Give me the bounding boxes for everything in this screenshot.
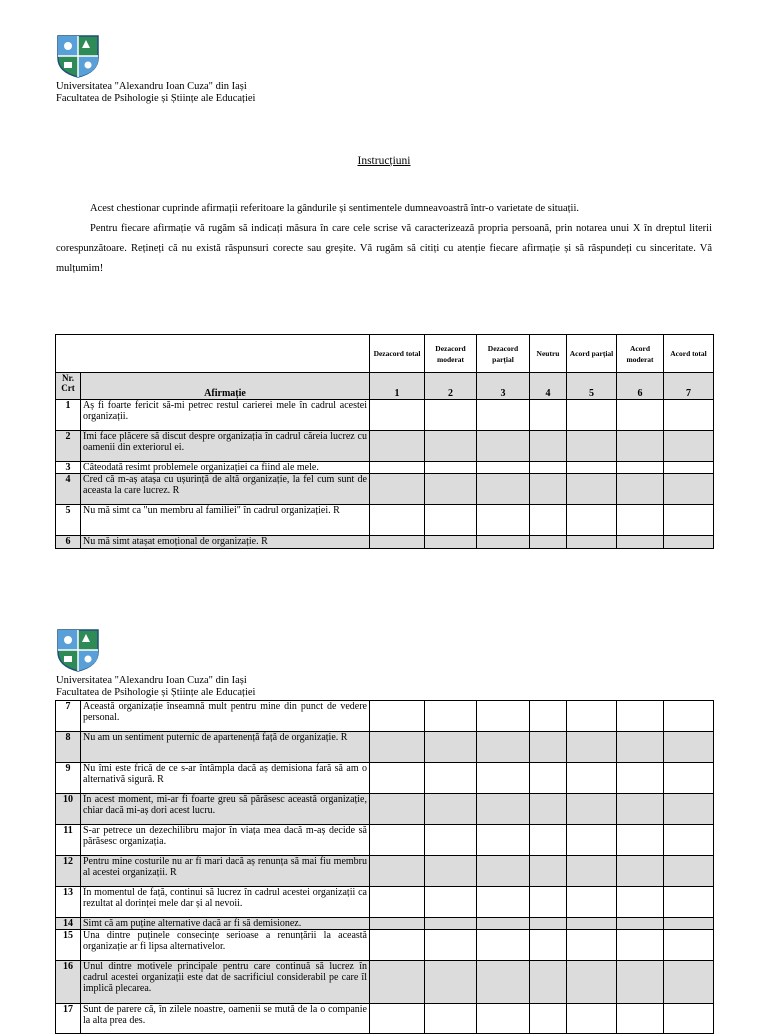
- answer-cell[interactable]: [370, 701, 425, 732]
- item-statement: În acest moment, mi-ar fi foarte greu să părăsesc această organizație, chiar dacă mi-aș dori acest lucru.: [81, 794, 370, 825]
- answer-cell[interactable]: [530, 732, 567, 763]
- answer-cell[interactable]: [530, 474, 567, 505]
- answer-cell[interactable]: [370, 918, 425, 930]
- item-number: 12: [56, 856, 81, 887]
- scale-number: 6: [617, 373, 664, 400]
- scale-header-row: [56, 335, 714, 373]
- answer-cell[interactable]: [617, 431, 664, 462]
- table-row: [56, 701, 714, 732]
- answer-cell[interactable]: [567, 431, 617, 462]
- table-row: [56, 961, 714, 1004]
- item-statement: Îmi face plăcere să discut despre organizația în cadrul căreia lucrez cu oamenii din exteriorul ei.: [81, 431, 370, 462]
- answer-cell[interactable]: [477, 462, 530, 474]
- answer-cell[interactable]: [425, 474, 477, 505]
- answer-cell[interactable]: [567, 887, 617, 918]
- answer-cell[interactable]: [617, 856, 664, 887]
- item-number: 5: [56, 505, 81, 536]
- answer-cell[interactable]: [370, 474, 425, 505]
- table-row: [56, 474, 714, 505]
- answer-cell[interactable]: [530, 1004, 567, 1034]
- answer-cell[interactable]: [370, 462, 425, 474]
- answer-cell[interactable]: [370, 431, 425, 462]
- statement-header: Afirmație: [81, 373, 370, 400]
- answer-cell[interactable]: [664, 400, 714, 431]
- item-statement: Simt că am puține alternative dacă ar fi să demisionez.: [81, 918, 370, 930]
- answer-cell[interactable]: [425, 505, 477, 536]
- item-number: 17: [56, 1004, 81, 1034]
- table-row: [56, 431, 714, 462]
- answer-cell[interactable]: [530, 856, 567, 887]
- table-row: [56, 400, 714, 431]
- answer-cell[interactable]: [477, 1004, 530, 1034]
- answer-cell[interactable]: [617, 701, 664, 732]
- table-row: [56, 763, 714, 794]
- answer-cell[interactable]: [425, 536, 477, 549]
- institution-header: [56, 675, 255, 699]
- table-row: [56, 918, 714, 930]
- answer-cell[interactable]: [530, 536, 567, 549]
- answer-cell[interactable]: [664, 887, 714, 918]
- university-logo: [56, 628, 100, 672]
- scale-number: 7: [664, 373, 714, 400]
- page-title: Instrucțiuni: [357, 155, 411, 167]
- scale-number: 2: [425, 373, 477, 400]
- table-row: [56, 856, 714, 887]
- answer-cell[interactable]: [370, 536, 425, 549]
- item-number: 6: [56, 536, 81, 549]
- answer-cell[interactable]: [425, 732, 477, 763]
- item-number: 14: [56, 918, 81, 930]
- faculty-name: Facultatea de Psihologie și Științe ale Educației: [56, 93, 256, 104]
- answer-cell[interactable]: [567, 930, 617, 961]
- answer-cell[interactable]: [530, 505, 567, 536]
- answer-cell[interactable]: [664, 701, 714, 732]
- answer-cell[interactable]: [530, 887, 567, 918]
- item-statement: Unul dintre motivele principale pentru care continuă să lucrez în cadrul acestei organizații este dat de sacrificiul considerabil pe care îl implică plecarea.: [81, 961, 370, 1004]
- university-name: Universitatea "Alexandru Ioan Cuza" din Iași: [56, 81, 247, 92]
- scale-number: 3: [477, 373, 530, 400]
- answer-cell[interactable]: [477, 536, 530, 549]
- item-number: 4: [56, 474, 81, 505]
- item-statement: Nu mă simt atașat emoțional de organizație. R: [81, 536, 370, 549]
- institution-header: [56, 81, 255, 105]
- answer-cell[interactable]: [425, 961, 477, 1004]
- scale-label: Neutru: [530, 335, 567, 373]
- answer-cell[interactable]: [425, 701, 477, 732]
- answer-cell[interactable]: [664, 462, 714, 474]
- answer-cell[interactable]: [425, 825, 477, 856]
- answer-cell[interactable]: [567, 400, 617, 431]
- answer-cell[interactable]: [530, 825, 567, 856]
- answer-cell[interactable]: [477, 887, 530, 918]
- answer-cell[interactable]: [567, 1004, 617, 1034]
- item-statement: S-ar petrece un dezechilibru major în viața mea dacă m-aș decide să părăsesc organizația.: [81, 825, 370, 856]
- answer-cell[interactable]: [477, 431, 530, 462]
- answer-cell[interactable]: [664, 825, 714, 856]
- answer-cell[interactable]: [664, 961, 714, 1004]
- item-number: 10: [56, 794, 81, 825]
- answer-cell[interactable]: [664, 918, 714, 930]
- scale-number: 5: [567, 373, 617, 400]
- item-statement: Această organizație înseamnă mult pentru mine din punct de vedere personal.: [81, 701, 370, 732]
- answer-cell[interactable]: [617, 930, 664, 961]
- item-statement: Nu îmi este frică de ce s-ar întâmpla dacă aș demisiona fară să am o alternativă sigură. R: [81, 763, 370, 794]
- answer-cell[interactable]: [617, 400, 664, 431]
- answer-cell[interactable]: [664, 1004, 714, 1034]
- answer-cell[interactable]: [567, 763, 617, 794]
- instructions-paragraph-1: Acest chestionar cuprinde afirmații referitoare la gândurile și sentimentele dumneavoastră într-o varietate de situații.: [90, 203, 580, 214]
- answer-cell[interactable]: [530, 431, 567, 462]
- item-number: 7: [56, 701, 81, 732]
- table-row: [56, 462, 714, 474]
- answer-cell[interactable]: [370, 825, 425, 856]
- item-number: 13: [56, 887, 81, 918]
- answer-cell[interactable]: [567, 701, 617, 732]
- answer-cell[interactable]: [664, 431, 714, 462]
- answer-cell[interactable]: [425, 794, 477, 825]
- answer-cell[interactable]: [530, 961, 567, 1004]
- answer-cell[interactable]: [530, 794, 567, 825]
- table-row: [56, 825, 714, 856]
- answer-cell[interactable]: [530, 918, 567, 930]
- answer-cell[interactable]: [617, 918, 664, 930]
- answer-cell[interactable]: [477, 825, 530, 856]
- item-statement: În momentul de față, continui să lucrez în cadrul acestei organizații ca rezultat al dorinței mele dar și al nevoii.: [81, 887, 370, 918]
- answer-cell[interactable]: [477, 856, 530, 887]
- answer-cell[interactable]: [425, 1004, 477, 1034]
- answer-cell[interactable]: [617, 732, 664, 763]
- answer-cell[interactable]: [425, 462, 477, 474]
- item-statement: Cred că m-aș atașa cu ușurință de altă organizație, la fel cum sunt de aceasta la care lucrez. R: [81, 474, 370, 505]
- questionnaire-table-1: [55, 334, 714, 549]
- answer-cell[interactable]: [530, 763, 567, 794]
- scale-label: Acord moderat: [617, 335, 664, 373]
- item-statement: Pentru mine costurile nu ar fi mari dacă aș renunța să mai fiu membru al acestei organizații. R: [81, 856, 370, 887]
- item-statement: Câteodată resimt problemele organizației ca fiind ale mele.: [81, 462, 370, 474]
- answer-cell[interactable]: [664, 474, 714, 505]
- answer-cell[interactable]: [664, 794, 714, 825]
- answer-cell[interactable]: [477, 930, 530, 961]
- scale-label: Acord parțial: [567, 335, 617, 373]
- item-number: 2: [56, 431, 81, 462]
- table-row: [56, 887, 714, 918]
- column-header-row: [56, 373, 714, 400]
- answer-cell[interactable]: [477, 763, 530, 794]
- table-row: [56, 536, 714, 549]
- answer-cell[interactable]: [617, 1004, 664, 1034]
- item-statement: Nu am un sentiment puternic de apartenență față de organizație. R: [81, 732, 370, 763]
- table-row: [56, 732, 714, 763]
- item-number: 16: [56, 961, 81, 1004]
- table-row: [56, 930, 714, 961]
- answer-cell[interactable]: [617, 961, 664, 1004]
- answer-cell[interactable]: [425, 431, 477, 462]
- answer-cell[interactable]: [567, 794, 617, 825]
- answer-cell[interactable]: [425, 856, 477, 887]
- answer-cell[interactable]: [370, 961, 425, 1004]
- answer-cell[interactable]: [617, 505, 664, 536]
- answer-cell[interactable]: [664, 930, 714, 961]
- university-logo: [56, 34, 100, 78]
- answer-cell[interactable]: [617, 474, 664, 505]
- item-statement: Una dintre puținele consecințe serioase a renunțării la această organizație ar fi lipsa alternativelor.: [81, 930, 370, 961]
- item-number: 8: [56, 732, 81, 763]
- answer-cell[interactable]: [530, 462, 567, 474]
- answer-cell[interactable]: [567, 918, 617, 930]
- answer-cell[interactable]: [425, 763, 477, 794]
- answer-cell[interactable]: [617, 536, 664, 549]
- answer-cell[interactable]: [425, 400, 477, 431]
- scale-number: 4: [530, 373, 567, 400]
- answer-cell[interactable]: [530, 400, 567, 431]
- answer-cell[interactable]: [477, 701, 530, 732]
- item-number: 15: [56, 930, 81, 961]
- answer-cell[interactable]: [530, 930, 567, 961]
- answer-cell[interactable]: [477, 794, 530, 825]
- answer-cell[interactable]: [567, 732, 617, 763]
- scale-label: Dezacord parțial: [477, 335, 530, 373]
- answer-cell[interactable]: [477, 474, 530, 505]
- answer-cell[interactable]: [425, 930, 477, 961]
- answer-cell[interactable]: [664, 732, 714, 763]
- answer-cell[interactable]: [617, 462, 664, 474]
- instructions-paragraph-2: Pentru fiecare afirmație vă rugăm să indicați măsura în care cele scrise vă caracterizează propria persoană, prin notarea unui X în dreptul literii corespunzătoare. Rețineți că nu există răspunsuri corecte sau greșite. Vă rugăm să citiți cu atenție fiecare afirmație și să răspundeți cu sinceritate. Vă mulțumim!: [56, 223, 712, 274]
- answer-cell[interactable]: [477, 732, 530, 763]
- answer-cell[interactable]: [370, 856, 425, 887]
- scale-label: Dezacord moderat: [425, 335, 477, 373]
- answer-cell[interactable]: [370, 732, 425, 763]
- answer-cell[interactable]: [370, 794, 425, 825]
- answer-cell[interactable]: [664, 536, 714, 549]
- item-statement: Sunt de parere că, în zilele noastre, oamenii se mută de la o companie la alta prea des.: [81, 1004, 370, 1034]
- scale-number: 1: [370, 373, 425, 400]
- item-number: 9: [56, 763, 81, 794]
- answer-cell[interactable]: [567, 856, 617, 887]
- scale-label: Dezacord total: [370, 335, 425, 373]
- answer-cell[interactable]: [370, 887, 425, 918]
- answer-cell[interactable]: [370, 930, 425, 961]
- questionnaire-table-2: [55, 700, 714, 1034]
- table-row: [56, 1004, 714, 1034]
- answer-cell[interactable]: [530, 701, 567, 732]
- answer-cell[interactable]: [370, 763, 425, 794]
- answer-cell[interactable]: [567, 961, 617, 1004]
- answer-cell[interactable]: [567, 505, 617, 536]
- answer-cell[interactable]: [370, 400, 425, 431]
- answer-cell[interactable]: [617, 887, 664, 918]
- answer-cell[interactable]: [664, 763, 714, 794]
- answer-cell[interactable]: [567, 462, 617, 474]
- answer-cell[interactable]: [370, 1004, 425, 1034]
- nr-crt-header: Nr. Crt: [56, 373, 81, 400]
- answer-cell[interactable]: [425, 887, 477, 918]
- answer-cell[interactable]: [425, 918, 477, 930]
- answer-cell[interactable]: [567, 474, 617, 505]
- item-number: 1: [56, 400, 81, 431]
- table-row: [56, 505, 714, 536]
- answer-cell[interactable]: [617, 763, 664, 794]
- faculty-name: Facultatea de Psihologie și Științe ale Educației: [56, 687, 256, 698]
- answer-cell[interactable]: [664, 505, 714, 536]
- scale-label: Acord total: [664, 335, 714, 373]
- answer-cell[interactable]: [370, 505, 425, 536]
- answer-cell[interactable]: [664, 856, 714, 887]
- item-number: 11: [56, 825, 81, 856]
- item-statement: Aș fi foarte fericit să-mi petrec restul carierei mele în cadrul acestei organizații.: [81, 400, 370, 431]
- university-name: Universitatea "Alexandru Ioan Cuza" din Iași: [56, 675, 247, 686]
- item-statement: Nu mă simt ca "un membru al familiei" în cadrul organizației. R: [81, 505, 370, 536]
- item-number: 3: [56, 462, 81, 474]
- answer-cell[interactable]: [567, 536, 617, 549]
- answer-cell[interactable]: [567, 825, 617, 856]
- header-blank: [56, 335, 370, 373]
- answer-cell[interactable]: [617, 825, 664, 856]
- table-row: [56, 794, 714, 825]
- instructions: [56, 199, 712, 279]
- answer-cell[interactable]: [617, 794, 664, 825]
- answer-cell[interactable]: [477, 400, 530, 431]
- answer-cell[interactable]: [477, 918, 530, 930]
- answer-cell[interactable]: [477, 505, 530, 536]
- answer-cell[interactable]: [477, 961, 530, 1004]
